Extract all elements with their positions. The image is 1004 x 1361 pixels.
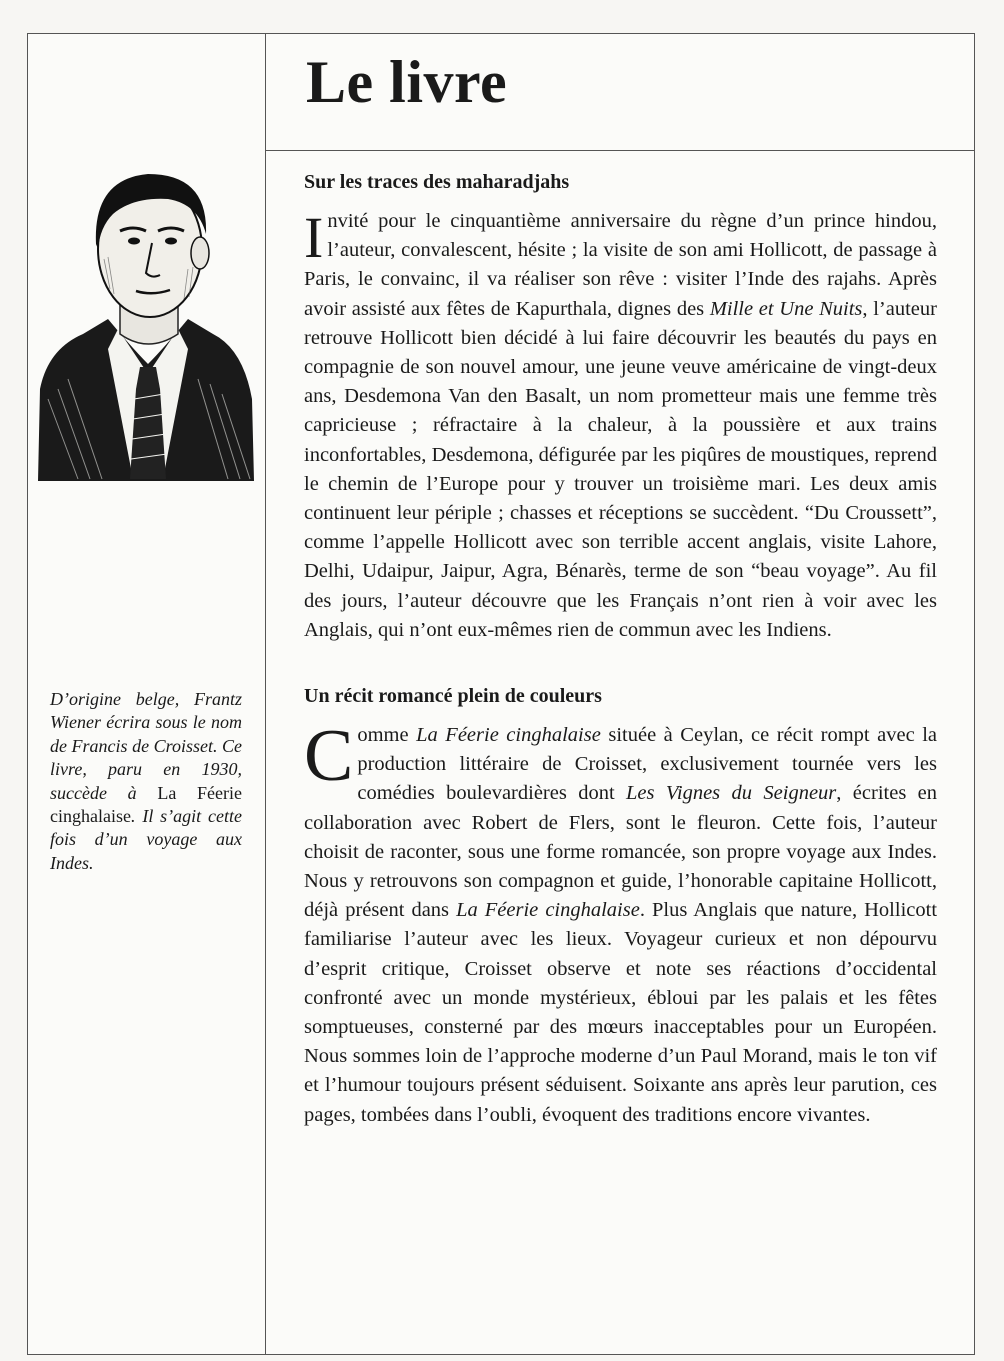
section-paragraph: Comme La Féerie cinghalaise située à Ceylan, ce récit rompt avec la production littéraire de Croisset, exclusivement tournée vers les comédies boulevardières dont Les Vignes du Seigneur, écrites en collaboration avec Robert de Flers, sont le fleuron. Cette fois, l’auteur choisit de raconter, sous une forme romancée, son propre voyage aux Indes. Nous y retrouvons son compagnon et guide, l’honorable capitaine Hollicott, déjà présent dans La Féerie cinghalaise. Plus Anglais que nature, Hollicott familiarise l’auteur avec les lieux. Voyageur curieux et non dépourvu d’esprit critique, Croisset observe et note ses réactions d’occidental confronté avec un monde mystérieux, ébloui par les palais et les fêtes somptueuses, consterné par des mœurs inacceptables pour un Européen. Nous sommes loin de l’approche moderne d’un Paul Morand, mais le ton vif et l’humour toujours présent séduisent. Soixante ans après leur parution, ces pages, tombées dans l’oubli, évoquent des traditions encore vivantes. [304,715,938,1126]
title-divider [265,150,974,151]
page-title: Le livre [306,49,508,115]
drop-cap: C [304,715,354,798]
caption-book-title: La Féerie cinghalaise [50,782,242,827]
author-portrait [38,149,256,481]
portrait-caption: D’origine belge, Frantz Wiener écrira sous le nom de Francis de Croisset. Ce livre, paru en 1930, succède à La Féerie cinghalaise. Il s’agit cette fois d’un voyage aux Indes. [50,689,242,873]
page-frame [27,33,975,1355]
section-paragraph: Invité pour le cinquantième anniversaire du règne d’un prince hindou, l’auteur, convalescent, hésite ; la visite de son ami Hollicott, de passage à Paris, le convainc, il va réaliser son rêve : visiter l’Inde des rajahs. Après avoir assisté aux fêtes de Kapurthala, dignes des Mille et Une Nuits, l’auteur retrouve Hollicott bien décidé à lui faire découvrir les beautés du pays en compagnie de son nouvel amour, une jeune veuve américaine de vingt-deux ans, Desdemona Van den Basalt, un nom prometteur mais une femme très capricieuse ; réfractaire à la chaleur, à la poussière et aux trains inconfortables, Desdemona, défigurée par les piqûres de moustiques, reprend le chemin de l’Europe pour y trouver un troisième mari. Les deux amis continuent leur périple ; chasses et réceptions se succèdent. “Du Croussett”, comme l’appelle Hollicott avec son terrible accent anglais, visite Lahore, Delhi, Udaipur, Jaipur, Agra, Bénarès, terme de son “beau voyage”. Au fil des jours, l’auteur découvre que les Français n’ont rien à voir avec les Anglais, qui n’ont eux-mêmes rien de commun avec les Indiens. [304,205,937,641]
column-divider [265,34,266,1354]
drop-cap: I [304,205,324,270]
section-heading: Sur les traces des maharadjahs [304,171,570,193]
article-body [304,169,937,1130]
section-heading: Un récit romancé plein de couleurs [304,685,602,708]
